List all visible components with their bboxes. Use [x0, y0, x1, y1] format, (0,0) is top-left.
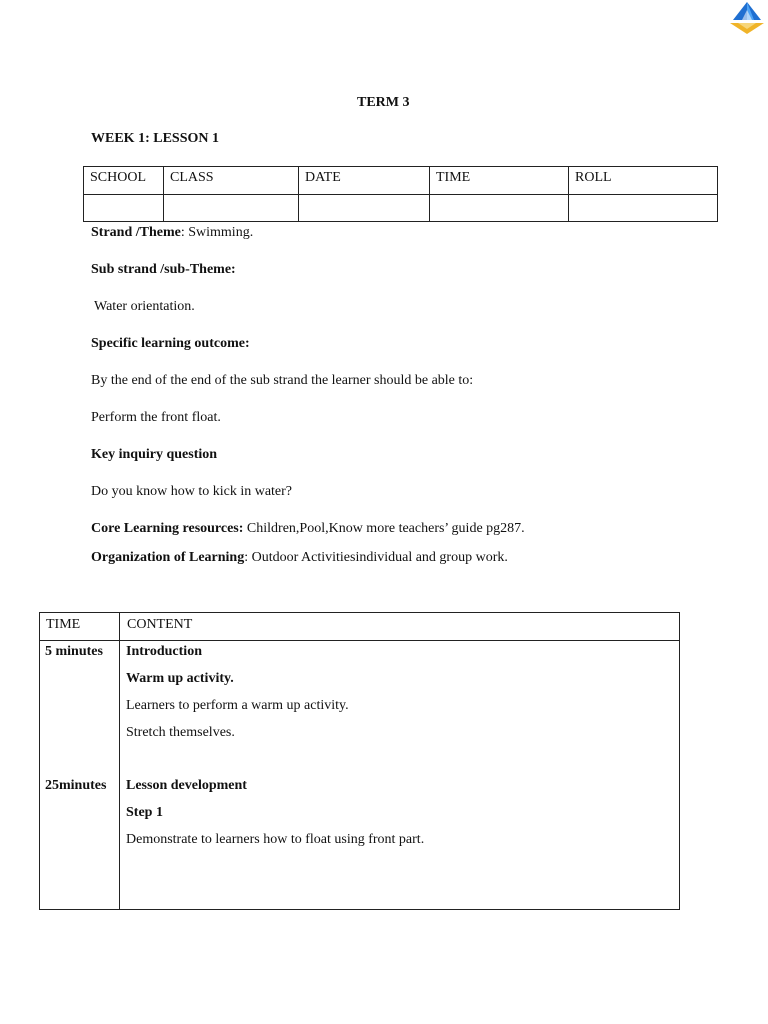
warmup-title: Warm up activity.: [126, 671, 234, 686]
lesson-plan-table: [39, 612, 680, 910]
term-heading: TERM 3: [357, 95, 410, 110]
week-lesson-heading: WEEK 1: LESSON 1: [91, 131, 219, 146]
organization-line: [91, 550, 508, 566]
logo-icon: [726, 0, 768, 36]
date-cell[interactable]: [299, 195, 430, 222]
time-intro: 5 minutes: [45, 644, 103, 659]
plan-header-time: TIME: [40, 613, 120, 641]
header-school: SCHOOL: [84, 167, 164, 195]
inquiry-label: Key inquiry question: [91, 447, 218, 462]
plan-header-content: CONTENT: [120, 613, 680, 641]
strand-line: [91, 225, 253, 241]
time-cell[interactable]: [430, 195, 569, 222]
outcome-intro: By the end of the end of the sub strand the learner should be able to:: [91, 373, 474, 388]
time-development: 25minutes: [45, 778, 107, 793]
warmup-step-1: Learners to perform a warm up activity.: [126, 698, 349, 713]
plan-content-cell: [120, 641, 680, 910]
intro-title: Introduction: [126, 644, 202, 659]
roll-cell[interactable]: [569, 195, 718, 222]
development-title: Lesson development: [126, 778, 247, 793]
outcome-label: Specific learning outcome:: [91, 336, 250, 351]
strand-value: : Swimming.: [180, 225, 254, 240]
resources-label: Core Learning resources:: [91, 521, 244, 536]
header-time: TIME: [430, 167, 569, 195]
resources-line: [91, 521, 525, 537]
warmup-step-2: Stretch themselves.: [126, 725, 235, 740]
header-roll: ROLL: [569, 167, 718, 195]
sub-strand-label: Sub strand /sub-Theme:: [91, 262, 236, 277]
organization-label: Organization of Learning: [91, 550, 245, 565]
plan-time-cell: [40, 641, 120, 910]
outcome-item: Perform the front float.: [91, 410, 221, 425]
class-info-table: [83, 166, 718, 222]
strand-label: Strand /Theme: [91, 225, 181, 240]
step1-title: Step 1: [126, 805, 163, 820]
resources-value: Children,Pool,Know more teachers’ guide pg287.: [243, 521, 525, 536]
step1-text: Demonstrate to learners how to float using front part.: [126, 832, 425, 847]
sub-strand-value: Water orientation.: [94, 299, 195, 314]
organization-value: : Outdoor Activitiesindividual and group work.: [244, 550, 508, 565]
class-cell[interactable]: [164, 195, 299, 222]
header-date: DATE: [299, 167, 430, 195]
inquiry-question: Do you know how to kick in water?: [91, 484, 293, 499]
header-class: CLASS: [164, 167, 299, 195]
school-cell[interactable]: [84, 195, 164, 222]
